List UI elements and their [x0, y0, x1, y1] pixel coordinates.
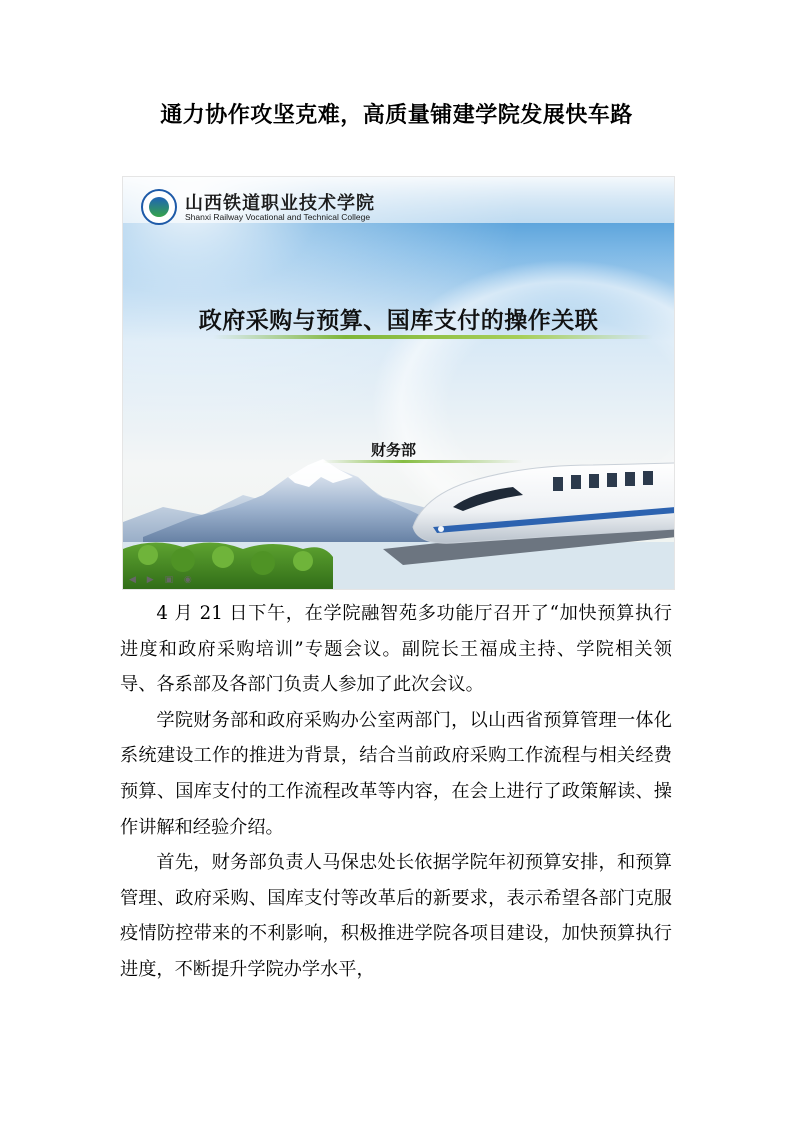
slide-title: 政府采购与预算、国库支付的操作关联	[198, 308, 599, 334]
college-name-en: Shanxi Railway Vocational and Technical College	[185, 212, 371, 222]
college-name-cn: 山西铁道职业技术学院	[185, 193, 375, 214]
slide-title-underline	[213, 335, 653, 339]
paragraph-3: 首先，财务部负责人马保忠处长依据学院年初预算安排，和预算管理、政府采购、国库支付等改革后的新要求，表示希望各部门克服疫情防控带来的不利影响，积极推进学院各项目建设，加快预算执行进度，不断提升学院办学水平，	[120, 852, 672, 980]
college-logo	[141, 189, 391, 229]
paragraph-1: 4 月 21 日下午，在学院融智苑多功能厅召开了“加快预算执行进度和政府采购培训”专题会议。副院长王福成主持、学院相关领导、各系部及各部门负责人参加了此次会议。	[120, 603, 672, 696]
slide-player-controls[interactable]: ◀ ▶ ▣ ◉	[129, 575, 196, 585]
college-emblem-icon	[141, 189, 177, 225]
slide-background-art	[123, 177, 675, 590]
paragraph-2: 学院财务部和政府采购办公室两部门，以山西省预算管理一体化系统建设工作的推进为背景，结合当前政府采购工作流程与相关经费预算、国库支付的工作流程改革等内容，在会上进行了政策解读、操作讲解和经验介绍。	[120, 709, 672, 838]
document-title: 通力协作攻坚克难，高质量铺建学院发展快车路	[160, 103, 633, 128]
presentation-slide-image	[122, 176, 675, 590]
article-body	[120, 596, 672, 988]
slide-department: 财务部	[371, 441, 417, 459]
slide-department-underline	[323, 460, 523, 463]
